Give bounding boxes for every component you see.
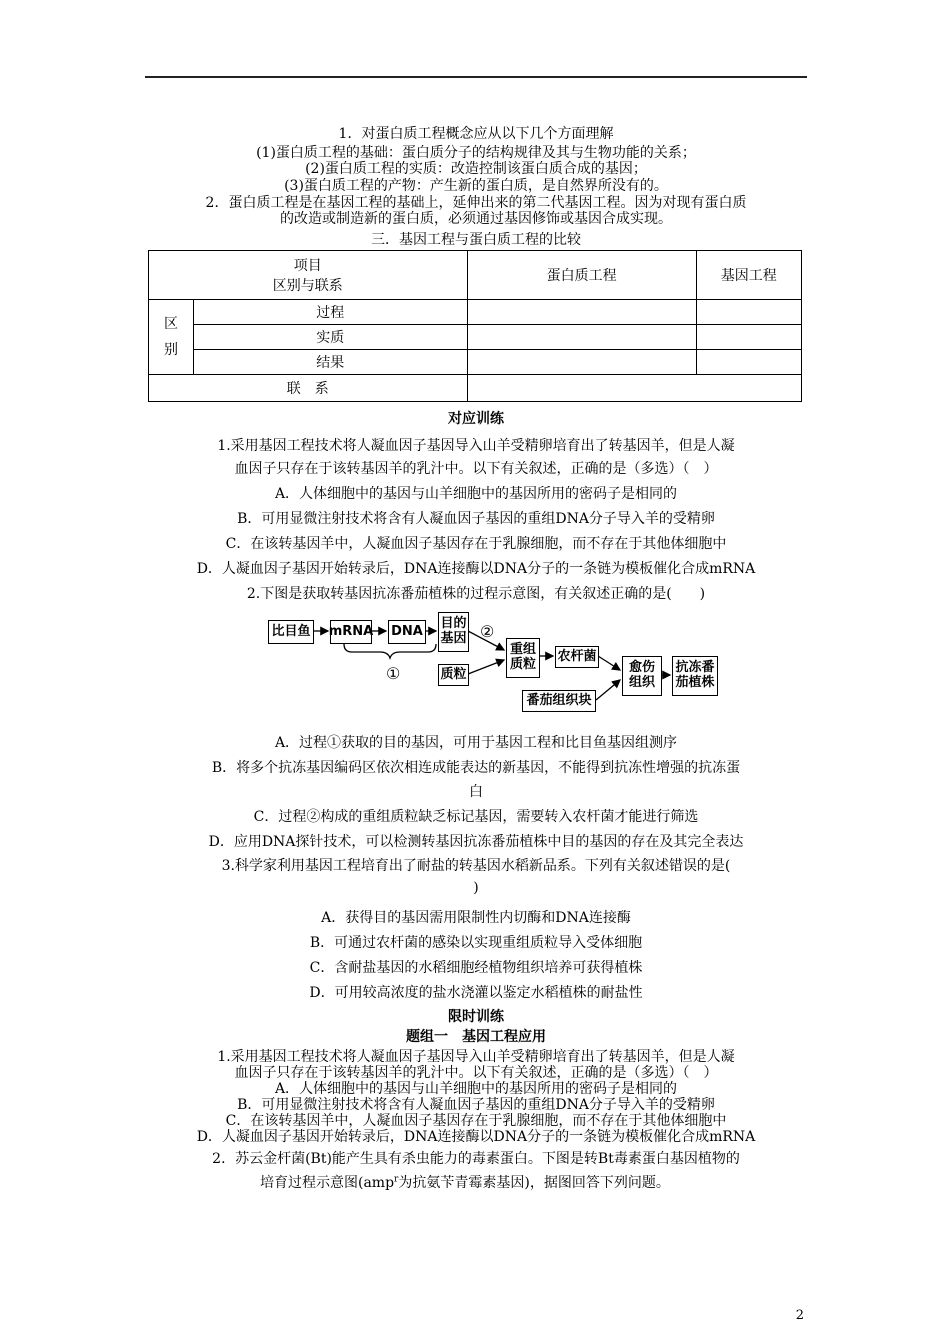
question-text: 培育过程示意图(amp$^r$为抗氨苄青霉素基因)，据图回答下列问题。 (260, 1174, 670, 1191)
node-tomato-tissue: 番茄组织块 (522, 690, 596, 712)
question-text: 1.采用基因工程技术将人凝血因子基因导入山羊受精卵培育出了转基因羊，但是人凝 (217, 438, 735, 454)
step-one-label: ① (386, 664, 401, 683)
option-text: B．可通过农杆菌的感染以实现重组质粒导入受体细胞 (309, 935, 643, 951)
option-text: C．在该转基因羊中，人凝血因子基因存在于乳腺细胞，而不存在于其他体细胞中 (225, 536, 727, 552)
question-text: 2.下图是获取转基因抗冻番茄植株的过程示意图，有关叙述正确的是( ) (246, 586, 706, 602)
node-agrobacterium: 农杆菌 (555, 646, 599, 668)
option-text: A．获得目的基因需用限制性内切酶和DNA连接酶 (321, 910, 631, 926)
option-text: A．人体细胞中的基因与山羊细胞中的基因所用的密码子是相同的 (274, 1081, 678, 1097)
option-text: C．在该转基因羊中，人凝血因子基因存在于乳腺细胞，而不存在于其他体细胞中 (225, 1113, 727, 1129)
table-cell (467, 325, 696, 350)
option-text: C．过程②构成的重组质粒缺乏标记基因，需要转入农杆菌才能进行筛选 (253, 809, 699, 825)
option-text: B．可用显微注射技术将含有人凝血因子基因的重组DNA分子导入羊的受精卵 (237, 1097, 715, 1113)
option-text: A．过程①获取的目的基因，可用于基因工程和比目鱼基因组测序 (274, 735, 678, 751)
process-diagram (260, 608, 720, 718)
option-text: A．人体细胞中的基因与山羊细胞中的基因所用的密码子是相同的 (274, 486, 678, 502)
node-mrna: mRNA (330, 620, 372, 644)
comparison-table (148, 250, 802, 402)
table-cell (696, 350, 801, 375)
header-rule (145, 76, 807, 78)
option-text: D．人凝血因子基因开始转录后，DNA连接酶以DNA分子的一条链为模板催化合成mRNA (196, 561, 756, 577)
limited-title: 限时训练 (448, 1009, 504, 1025)
option-text: 白 (469, 784, 483, 800)
practice-title: 对应训练 (448, 411, 504, 427)
table-row-label: 实质 (194, 325, 468, 350)
group-heading: 题组一 基因工程应用 (406, 1029, 546, 1045)
section-heading: 三．基因工程与蛋白质工程的比较 (371, 232, 581, 248)
note-line: 1．对蛋白质工程概念应从以下几个方面理解 (338, 126, 614, 142)
question-text: 2．苏云金杆菌(Bt)能产生具有杀虫能力的毒素蛋白。下图是转Bt毒素蛋白基因植物的 (212, 1151, 740, 1167)
table-row-label: 联 系 (149, 375, 468, 402)
node-fish: 比目鱼 (268, 620, 314, 644)
option-text: B．将多个抗冻基因编码区依次相连成能表达的新基因，不能得到抗冻性增强的抗冻蛋 (211, 760, 741, 776)
table-header-cell: 项目 区别与联系 (149, 251, 468, 300)
question-text: 3.科学家利用基因工程培育出了耐盐的转基因水稻新品系。下列有关叙述错误的是( (221, 858, 731, 874)
table-row-label: 过程 (194, 300, 468, 325)
step-two-label: ② (480, 622, 495, 641)
option-text: C．含耐盐基因的水稻细胞经植物组织培养可获得植株 (309, 960, 643, 976)
node-plasmid: 质粒 (438, 664, 469, 686)
node-target-gene: 目的 基因 (438, 612, 469, 652)
question-text: ) (473, 880, 479, 896)
table-row-label: 结果 (194, 350, 468, 375)
table-cell (467, 375, 801, 402)
table-cell (467, 300, 696, 325)
option-text: D．人凝血因子基因开始转录后，DNA连接酶以DNA分子的一条链为模板催化合成mRNA (196, 1129, 756, 1145)
table-header-protein: 蛋白质工程 (467, 251, 696, 300)
note-line: 的改造或制造新的蛋白质，必须通过基因修饰或基因合成实现。 (280, 211, 672, 227)
table-cell (696, 325, 801, 350)
node-antifreeze-plant: 抗冻番 茄植株 (672, 656, 718, 696)
option-text: B．可用显微注射技术将含有人凝血因子基因的重组DNA分子导入羊的受精卵 (237, 511, 715, 527)
option-text: D．应用DNA探针技术，可以检测转基因抗冻番茄植株中目的基因的存在及其完全表达 (208, 834, 744, 850)
node-callus: 愈伤 组织 (622, 656, 662, 696)
note-line: (1)蛋白质工程的基础：蛋白质分子的结构规律及其与生物功能的关系； (256, 145, 696, 161)
question-text: 血因子只存在于该转基因羊的乳汁中。以下有关叙述，正确的是（多选）（ ） (234, 1065, 718, 1081)
table-cell (467, 350, 696, 375)
node-dna: DNA (388, 620, 426, 644)
note-line: 2．蛋白质工程是在基因工程的基础上，延伸出来的第二代基因工程。因为对现有蛋白质 (205, 195, 747, 211)
page-number: 2 (795, 1308, 804, 1323)
table-diff-label: 区别 (149, 300, 194, 375)
note-line: (2)蛋白质工程的实质：改造控制该蛋白质合成的基因； (305, 161, 647, 177)
option-text: D．可用较高浓度的盐水浇灌以鉴定水稻植株的耐盐性 (309, 985, 643, 1001)
table-cell (696, 300, 801, 325)
note-line: (3)蛋白质工程的产物：产生新的蛋白质，是自然界所没有的。 (284, 178, 668, 194)
question-text: 1.采用基因工程技术将人凝血因子基因导入山羊受精卵培育出了转基因羊，但是人凝 (217, 1049, 735, 1065)
table-header-gene: 基因工程 (696, 251, 801, 300)
question-text: 血因子只存在于该转基因羊的乳汁中。以下有关叙述，正确的是（多选）（ ） (234, 461, 718, 477)
node-recombinant-plasmid: 重组 质粒 (506, 638, 540, 678)
